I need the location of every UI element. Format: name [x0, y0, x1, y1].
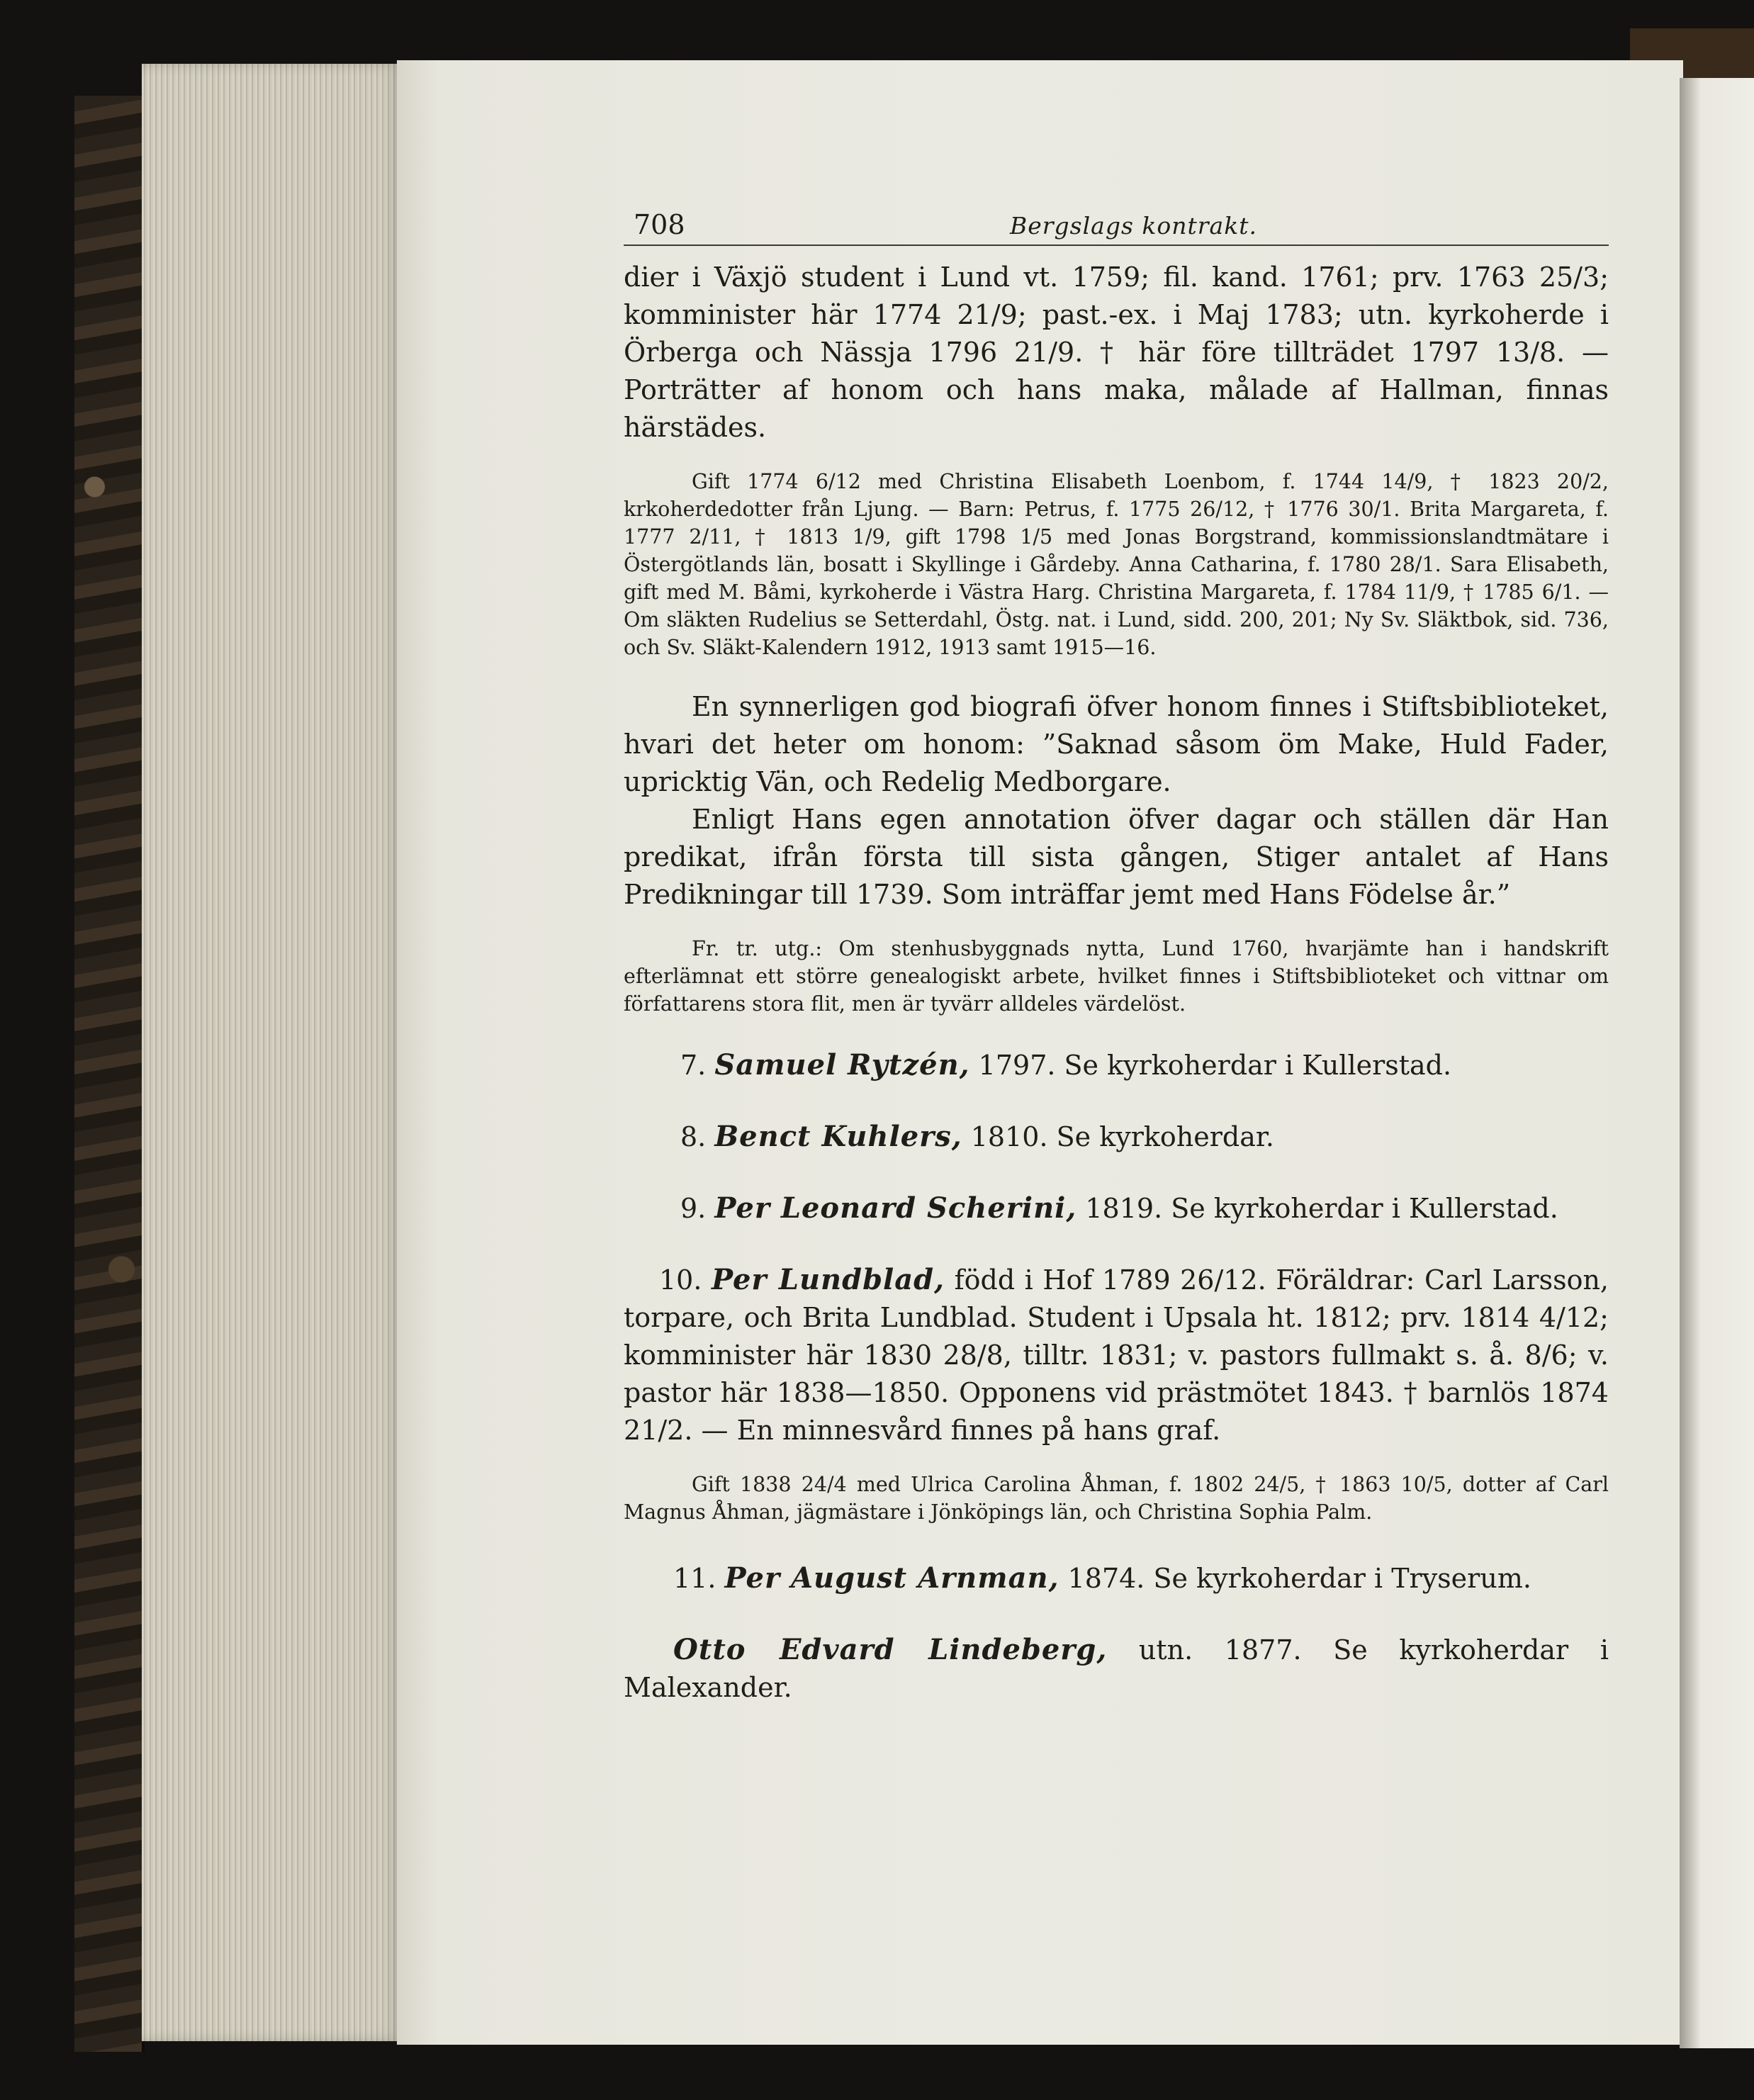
paragraph-rudelius-family: Gift 1774 6/12 med Christina Elisabeth Loenbom, f. 1744 14/9, † 1823 20/2, krkoherdedotter från Ljung. — Barn: Petrus, f. 1775 26/12, † 1776 30/1. Brita Margareta, f. 1777 2/11, † 1813 1/9, gift 1798 1/5 med Jonas Borgstrand, kommissionslandtmätare i Östergötlands län, bosatt i Skyllinge i Gårdeby. Anna Catharina, f. 1780 28/1. Sara Elisabeth, gift med M. Båmi, kyrkoherde i Västra Harg. Christina Margareta, f. 1784 11/9, † 1785 6/1. — Om släkten Rudelius se Setterdahl, Östg. nat. i Lund, sidd. 200, 201; Ny Sv. Släktbok, sid. 736, och Sv. Släkt-Kalendern 1912, 1913 samt 1915—16. — [624, 470, 1609, 659]
entry-name: Benct Kuhlers, — [714, 1120, 962, 1153]
facing-page-edge — [1680, 78, 1754, 2048]
entry-name: Per August Arnman, — [724, 1561, 1059, 1595]
page-edges — [142, 64, 404, 2041]
running-head — [624, 202, 1609, 246]
entry-7 — [624, 1046, 1609, 1084]
paragraph-lundblad-marriage: Gift 1838 24/4 med Ulrica Carolina Åhman, f. 1802 24/5, † 1863 10/5, dotter af Carl Magnus Åhman, jägmästare i Jönköpings län, och Christina Sophia Palm. — [624, 1473, 1609, 1524]
entry-8 — [624, 1118, 1609, 1156]
entry-text: utn. 1877. Se kyrkoherdar i Malexander. — [624, 1634, 1609, 1703]
entry-10 — [624, 1261, 1609, 1449]
entry-text: 1819. Se kyrkoherdar i Kullerstad. — [1076, 1193, 1558, 1224]
entry-number: 8. — [680, 1121, 707, 1152]
paragraph-printed-works: Fr. tr. utg.: Om stenhusbyggnads nytta, Lund 1760, hvarjämte han i handskrift efterlämnat ett större genealogiskt arbete, hvilket finnes i Stiftsbiblioteket och vittnar om författarens stora flit, men är tyvärr alldeles värdelöst. — [624, 937, 1609, 1016]
entry-text: 1874. Se kyrkoherdar i Tryserum. — [1059, 1563, 1531, 1594]
entry-name: Per Leonard Scherini, — [714, 1191, 1077, 1225]
text-block — [624, 202, 1609, 1707]
entry-number: 7. — [680, 1050, 707, 1081]
running-title: Bergslags kontrakt. — [1010, 212, 1257, 240]
paragraph-biography: En synnerligen god biografi öfver honom finnes i Stiftsbiblioteket, hvari det heter om honom: ”Saknad såsom öm Make, Huld Fader, upricktig Vän, och Redelig Medborgare. — [624, 691, 1609, 797]
entry-number: 9. — [680, 1193, 707, 1224]
entry-name: Otto Edvard Lindeberg, — [673, 1633, 1108, 1666]
page-number: 708 — [634, 209, 685, 240]
entry-number: 10. — [659, 1264, 702, 1296]
entry-9 — [624, 1189, 1609, 1228]
paragraph-annotation: Enligt Hans egen annotation öfver dagar och ställen där Han predikat, ifrån första till sista gången, Stiger antalet af Hans Predikningar till 1739. Som inträffar jemt med Hans Födelse år.” — [624, 804, 1609, 910]
entry-number: 11. — [673, 1563, 716, 1594]
entry-text: 1797. Se kyrkoherdar i Kullerstad. — [969, 1050, 1452, 1081]
entry-name: Per Lundblad, — [711, 1263, 945, 1296]
entry-text: 1810. Se kyrkoherdar. — [962, 1121, 1274, 1152]
entry-lindeberg — [624, 1631, 1609, 1707]
entry-text: född i Hof 1789 26/12. Föräldrar: Carl Larsson, torpare, och Brita Lundblad. Student i Upsala ht. 1812; prv. 1814 4/12; komminister här 1830 28/8, tilltr. 1831; v. pastors fullmakt s. å. 8/6; v. pastor här 1838—1850. Opponens vid prästmötet 1843. † barnlös 1874 21/2. — En minnesvård finnes på hans graf. — [624, 1264, 1609, 1446]
entry-name: Samuel Rytzén, — [714, 1048, 970, 1082]
book-cover-left — [74, 96, 145, 2052]
entry-11 — [624, 1559, 1609, 1598]
paragraph-rudelius-bio: dier i Växjö student i Lund vt. 1759; fil. kand. 1761; prv. 1763 25/3; komminister här 1774 21/9; past.-ex. i Maj 1783; utn. kyrkoherde i Örberga och Nässja 1796 21/9. † här före tillträdet 1797 13/8. — Porträtter af honom och hans maka, målade af Hallman, finnas härstädes. — [624, 262, 1609, 443]
